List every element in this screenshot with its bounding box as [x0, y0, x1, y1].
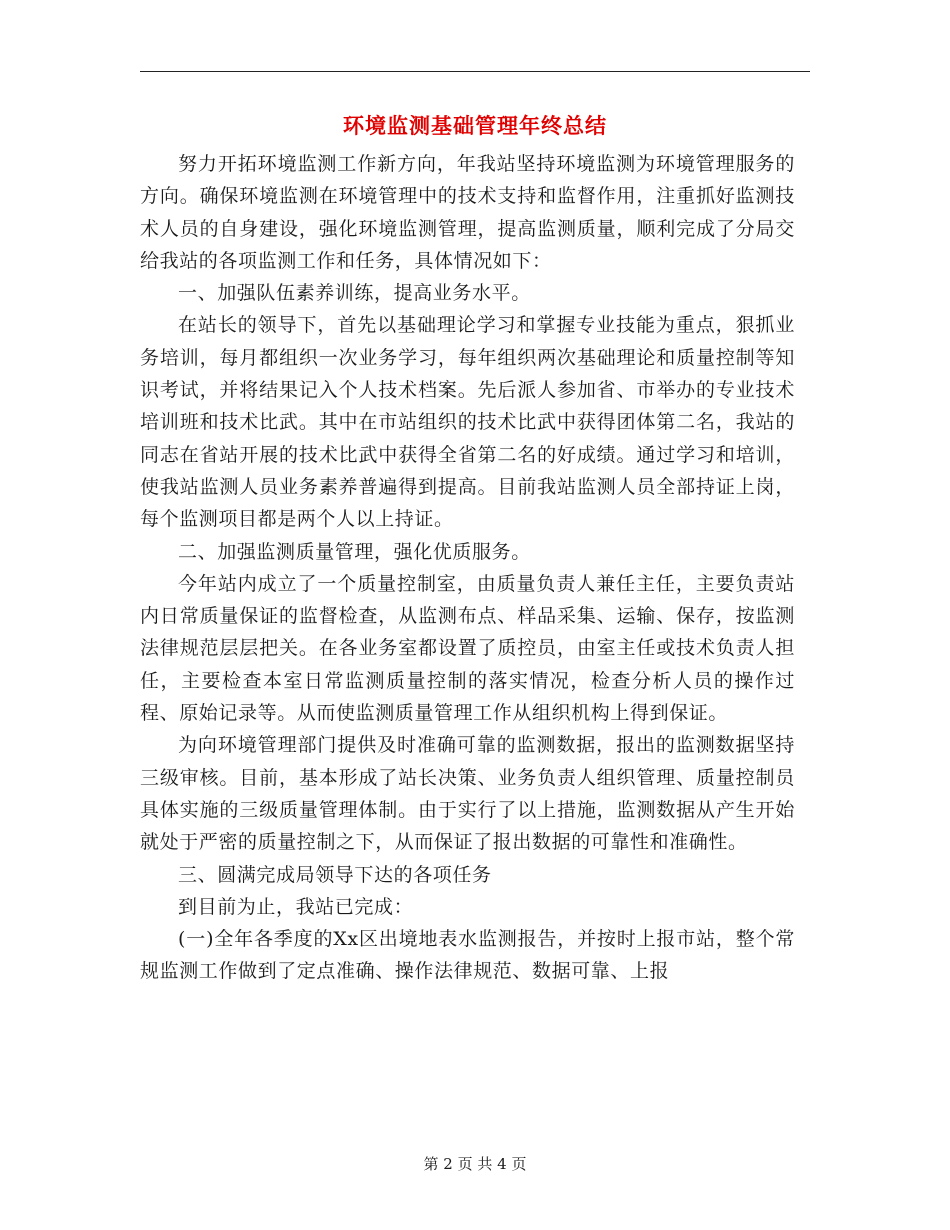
paragraph: 在站长的领导下，首先以基础理论学习和掌握专业技能为重点，狠抓业务培训，每月都组织一次业务学习，每年组织两次基础理论和质量控制等知识考试，并将结果记入个人技术档案。先后派人参加省、市举办的专业技术培训班和技术比武。其中在市站组织的技术比武中获得团体第二名，我站的 同志在省站开展的技术比武中获得全省第二名的好成绩。通过学习和培训，使我站监测人员业务素养普遍得到提高。目前我站监测人员全部持证上岗，每个监测项目都是两个人以上持证。 — [140, 314, 795, 531]
paragraph: 努力开拓环境监测工作新方向，年我站坚持环境监测为环境管理服务的方向。确保环境监测在环境管理中的技术支持和监督作用，注重抓好监测技术人员的自身建设，强化环境监测管理，提高监测质量，顺利完成了分局交给我站的各项监测工作和任务，具体情况如下： — [140, 153, 795, 272]
document-body — [140, 148, 795, 988]
paragraph: 今年站内成立了一个质量控制室，由质量负责人兼任主任，主要负责站内日常质量保证的监督检查，从监测布点、样品采集、运输、保存，按监测法律规范层层把关。在各业务室都设置了质控员，由室主任或技术负责人担任，主要检查本室日常监测质量控制的落实情况，检查分析人员的操作过程、原始记录等。从而使监测质量管理工作从组织机构上得到保证。 — [140, 572, 795, 725]
page-number: 第 2 页 共 4 页 — [423, 1155, 527, 1173]
header-rule — [140, 71, 810, 72]
paragraph: (一)全年各季度的Xx区出境地表水监测报告，并按时上报市站，整个常规监测工作做到了定点准确、操作法律规范、数据可靠、上报 — [140, 928, 795, 983]
document-title: 环境监测基础管理年终总结 — [343, 114, 607, 138]
section-heading: 一、加强队伍素养训练，提高业务水平。 — [178, 282, 531, 305]
paragraph: 到目前为止，我站已完成： — [178, 895, 414, 918]
section-heading: 三、圆满完成局领导下达的各项任务 — [178, 863, 492, 886]
paragraph: 为向环境管理部门提供及时准确可靠的监测数据，报出的监测数据坚持三级审核。目前，基本形成了站长决策、业务负责人组织管理、质量控制员具体实施的三级质量管理体制。由于实行了以上措施，监测数据从产生开始就处于严密的质量控制之下，从而保证了报出数据的可靠性和准确性。 — [140, 734, 795, 854]
section-heading: 二、加强监测质量管理，强化优质服务。 — [178, 540, 531, 563]
